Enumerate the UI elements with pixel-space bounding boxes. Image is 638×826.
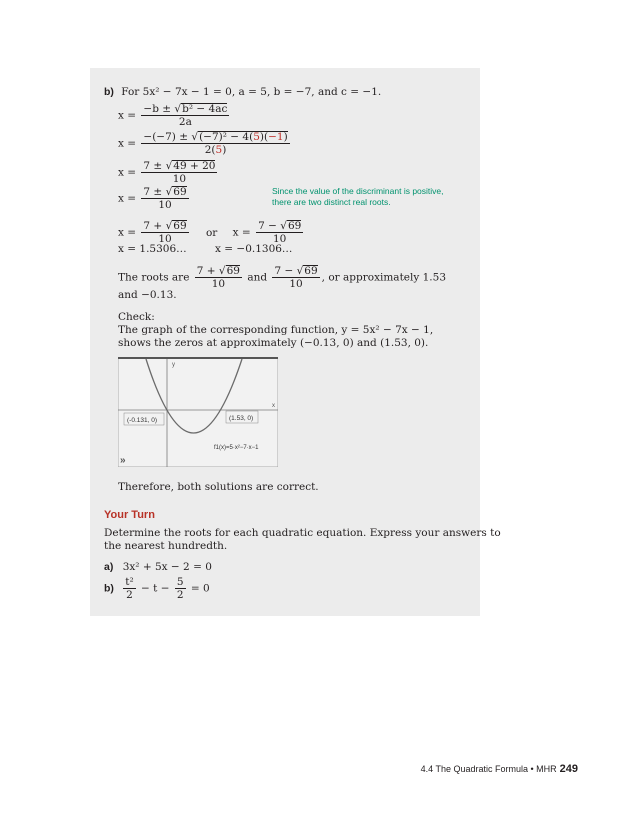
exercise-b-end: = 0 <box>187 582 210 595</box>
your-turn-line-2: the nearest hundredth. <box>104 540 228 552</box>
numerator-text: 7 − <box>258 220 281 232</box>
numerator-text: 7 + <box>143 220 166 232</box>
footer-section: 4.4 The Quadratic Formula • MHR <box>420 764 557 774</box>
exercise-b-middle: − t − <box>137 582 173 595</box>
numerator-text: 7 ± <box>143 160 166 172</box>
five-halves <box>175 576 186 601</box>
value-c: −1 <box>268 131 284 143</box>
numerator: 5 <box>176 576 184 588</box>
radicand-part: )( <box>259 131 269 143</box>
check-title: Check: <box>118 311 155 323</box>
discriminant-note <box>272 186 444 208</box>
note-line-2: there are two distinct real roots. <box>272 197 391 207</box>
check-line-1: The graph of the corresponding function, y = 5x² − 7x − 1, <box>118 324 434 336</box>
radicand-part: ) <box>283 131 288 143</box>
check-line-2: shows the zeros at approximately (−0.13, 0) and (1.53, 0). <box>118 337 429 349</box>
split-solutions <box>118 220 305 245</box>
radicand: 69 <box>287 220 302 232</box>
approx-root-2: x = −0.1306… <box>215 243 293 255</box>
part-b-label: b) <box>104 86 114 98</box>
exercise-a-label: a) <box>104 561 114 573</box>
exercise-a-equation: 3x² + 5x − 2 = 0 <box>122 561 212 573</box>
exercise-b <box>104 576 210 601</box>
or-text: or <box>205 226 218 239</box>
roots-post: , or approximately 1.53 <box>321 271 447 284</box>
numerator-text: 7 ± <box>143 186 166 198</box>
formula-step-4 <box>118 186 191 211</box>
denominator: 2a <box>178 116 192 128</box>
page-number: 249 <box>559 763 578 775</box>
radicand-part: (−7)² − 4( <box>199 131 254 143</box>
denominator-part: ) <box>222 144 227 156</box>
x-equals: x = <box>118 137 137 150</box>
x-axis-label: x <box>272 403 275 409</box>
root-plus-fraction: $\frac{7 + √69}{10}$ <box>196 265 240 290</box>
substituted-fraction: $\frac{\text{−(−7) ± √(−7)² − 4(5)(−1)}}{2(5)}$ <box>143 131 288 156</box>
page-footer <box>421 763 578 775</box>
denominator: 10 <box>273 233 287 245</box>
exercise-b-label: b) <box>104 582 114 595</box>
denominator: 10 <box>158 199 172 211</box>
part-b-intro <box>104 86 381 99</box>
denominator: 10 <box>211 278 226 290</box>
numerator-text: 7 − <box>274 265 297 277</box>
radicand: 69 <box>173 186 187 198</box>
denominator: 10 <box>172 173 187 185</box>
x-equals: x = <box>232 226 251 239</box>
denominator-part: 2( <box>204 144 216 156</box>
denominator: 2 <box>126 589 133 601</box>
radicand: 69 <box>226 265 240 277</box>
roots-statement <box>118 265 446 290</box>
expand-arrows-icon[interactable]: » <box>120 455 126 466</box>
denominator: 10 <box>158 233 172 245</box>
numerator-text: 7 + <box>196 265 219 277</box>
radicand: 69 <box>173 220 187 232</box>
your-turn-heading: Your Turn <box>104 509 155 521</box>
note-line-1: Since the value of the discriminant is positive, <box>272 186 444 196</box>
right-zero-label: (1.53, 0) <box>229 415 254 422</box>
roots-line-2: and −0.13. <box>118 289 177 301</box>
your-turn-line-1: Determine the roots for each quadratic equation. Express your answers to <box>104 527 501 539</box>
x-equals: x = <box>118 192 137 205</box>
radicand: 49 + 20 <box>173 160 216 172</box>
root-minus-fraction: $\frac{7 - √69}{10}$ <box>274 265 318 290</box>
radicand <box>198 131 288 143</box>
x-equals: x = <box>118 166 137 179</box>
minus-root-fraction: $\frac{7 - √69}{10}$ <box>258 220 302 245</box>
x-equals: x = <box>118 109 137 122</box>
roots-pre: The roots are <box>118 271 190 284</box>
y-axis-label: y <box>172 362 175 368</box>
radicand: b² − 4ac <box>182 103 228 115</box>
exercise-a <box>104 561 212 574</box>
value-a: 5 <box>215 144 223 156</box>
approx-root-1: x = 1.5306… <box>118 243 187 255</box>
plus-root-fraction: $\frac{7 + √69}{10}$ <box>143 220 187 245</box>
formula-step-1 <box>118 103 231 128</box>
formula-step-2 <box>118 131 292 156</box>
quadratic-formula-fraction: $\frac{\text{−b ± √b² − 4ac}}{2a}$ <box>143 103 228 128</box>
numerator-text: −(−7) ± <box>143 131 192 143</box>
numerator-text: −b ± <box>143 103 175 115</box>
numerator: t² <box>125 576 134 588</box>
formula-step-3 <box>118 160 219 185</box>
conclusion: Therefore, both solutions are correct. <box>118 481 319 493</box>
left-zero-label: (-0.131, 0) <box>127 417 157 424</box>
function-label: f1(x)=5·x²−7·x−1 <box>214 445 259 451</box>
final-fraction: $\frac{7 \pm √69}{10}$ <box>143 186 187 211</box>
value-a: 5 <box>253 131 260 143</box>
denominator: 10 <box>289 278 303 290</box>
roots-and: and <box>247 271 268 284</box>
part-b-intro-text: For 5x² − 7x − 1 = 0, a = 5, b = −7, and c = −1. <box>121 86 382 98</box>
graph-screenshot <box>118 357 278 467</box>
denominator: 2 <box>176 589 184 601</box>
x-equals: x = <box>118 226 137 239</box>
radicand: 69 <box>304 265 318 277</box>
simplified-fraction: $\frac{7 \pm √49 + 20}{10}$ <box>143 160 216 185</box>
t-squared-over-2 <box>123 576 135 601</box>
